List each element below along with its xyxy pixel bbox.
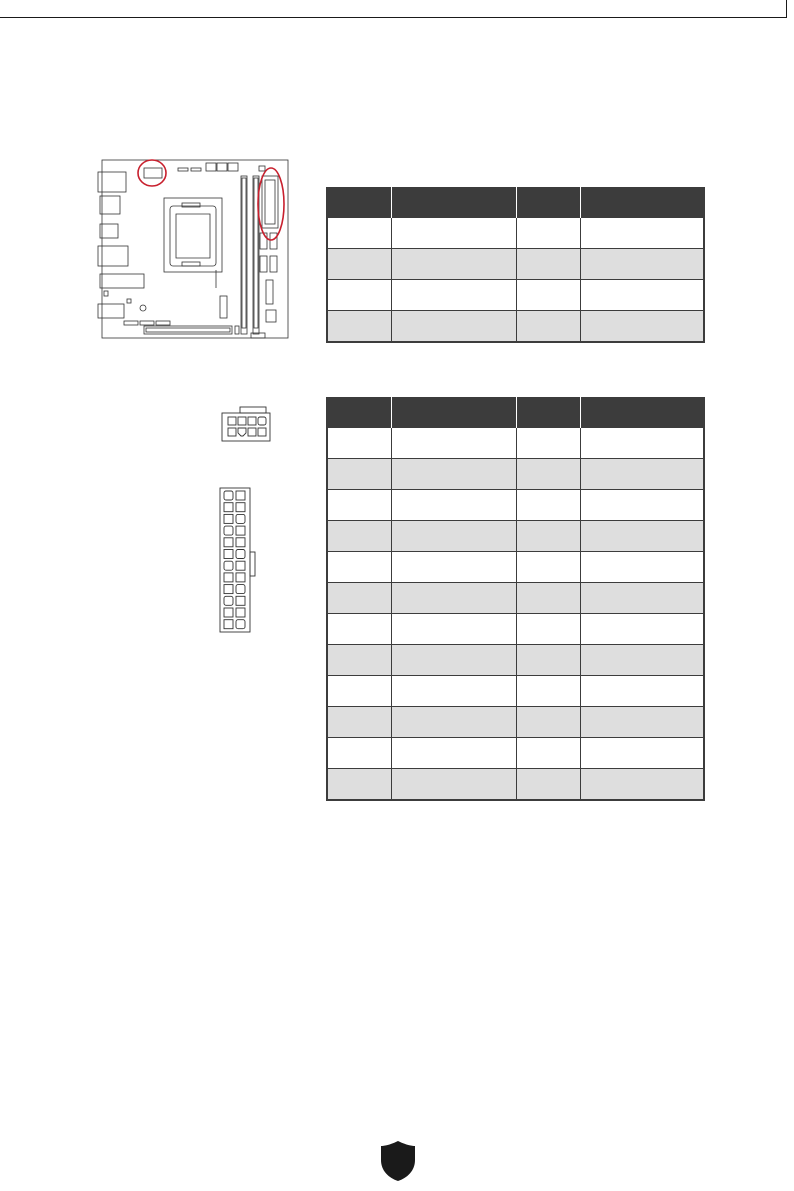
connector-pin [224,620,233,629]
table-row [327,280,704,311]
table-cell [327,769,392,801]
table-cell [327,490,392,521]
table-cell [517,583,581,614]
table-cell [392,490,517,521]
connector-pin [224,503,233,512]
table-cell [327,645,392,676]
connector-pin [236,596,245,605]
atx-power-connector-figure [218,486,262,634]
table-row [327,583,704,614]
connector-pin [224,561,233,570]
table-row [327,428,704,459]
table-cell [517,311,581,343]
table-row [327,490,704,521]
table-cell [327,249,392,280]
table-cell [517,738,581,769]
table-cell [517,707,581,738]
table-cell [392,614,517,645]
table-cell [392,707,517,738]
table-cell [581,738,705,769]
table-cell [392,459,517,490]
table-cell [327,280,392,311]
table-cell [392,769,517,801]
table-cell [581,428,705,459]
table-cell [517,428,581,459]
table-row [327,218,704,249]
table-cell [517,490,581,521]
table-cell [581,614,705,645]
header-cell [581,397,705,428]
table-cell [581,521,705,552]
connector-pin [236,550,245,559]
table-cell [581,311,705,343]
table-row [327,249,704,280]
table-cell [517,769,581,801]
table-cell [392,521,517,552]
connector-pin [236,526,245,535]
table-row [327,521,704,552]
connector-pin [224,526,233,535]
table-cell [581,280,705,311]
connector-pin [236,585,245,594]
header-cell [517,187,581,218]
table-cell [517,249,581,280]
connector-pin [224,491,233,500]
table-cell [327,311,392,343]
table-cell [581,490,705,521]
table-cell [392,583,517,614]
header-cell [517,397,581,428]
cpu-power-pin-table [326,187,705,343]
table-cell [392,311,517,343]
brand-logo [380,1140,416,1182]
connector-pin [236,491,245,500]
table-cell [327,552,392,583]
connector-pin [224,608,233,617]
table-row [327,645,704,676]
table-header-row [327,187,704,218]
table-cell [392,218,517,249]
connector-pin [236,608,245,617]
table-cell [392,645,517,676]
connector-pin [236,573,245,582]
cpu-8pin-power-connector-icon [220,406,272,442]
connector-pin [224,596,233,605]
table-cell [581,249,705,280]
header-cell [392,187,517,218]
header-cell [327,187,392,218]
header-cell [327,397,392,428]
table-cell [327,521,392,552]
connector-pin [236,620,245,629]
table-cell [517,676,581,707]
connector-pin [236,561,245,570]
header-cell [392,397,517,428]
table-cell [327,428,392,459]
table-cell [327,218,392,249]
table-row [327,676,704,707]
table-row [327,738,704,769]
table-cell [581,459,705,490]
table-cell [581,645,705,676]
atx-24pin-power-connector-icon [218,486,262,634]
table-cell [392,428,517,459]
connector-pin [236,538,245,547]
table-cell [517,614,581,645]
table-cell [327,676,392,707]
table-cell [327,583,392,614]
table-cell [517,552,581,583]
shield-logo-icon [380,1140,416,1182]
table-cell [581,218,705,249]
table-cell [392,676,517,707]
table-cell [327,459,392,490]
table-row [327,459,704,490]
connector-pin [224,514,233,523]
connector-pin [224,538,233,547]
crop-mark [0,17,786,18]
connector-pin [224,585,233,594]
table-row [327,707,704,738]
table-cell [581,552,705,583]
table-cell [327,614,392,645]
table-cell [581,583,705,614]
table-cell [392,249,517,280]
connector-pin [224,550,233,559]
table-row [327,614,704,645]
table-row [327,769,704,801]
cpu-power-connector-figure [220,406,272,442]
table-cell [517,280,581,311]
table-cell [392,552,517,583]
table-cell [392,280,517,311]
table-cell [517,459,581,490]
table-row [327,552,704,583]
connector-pin [224,573,233,582]
connector-pin [236,514,245,523]
table-cell [581,707,705,738]
table-cell [327,707,392,738]
motherboard-layout-icon [94,158,292,348]
table-cell [517,218,581,249]
table-cell [517,521,581,552]
table-header-row [327,397,704,428]
table-cell [581,676,705,707]
table-cell [581,769,705,801]
table-cell [517,645,581,676]
table-row [327,311,704,343]
atx-power-pin-table [326,397,705,801]
motherboard-diagram [94,158,292,348]
table-cell [392,738,517,769]
crop-mark [786,0,787,18]
table-cell [327,738,392,769]
connector-pin [236,503,245,512]
header-cell [581,187,705,218]
